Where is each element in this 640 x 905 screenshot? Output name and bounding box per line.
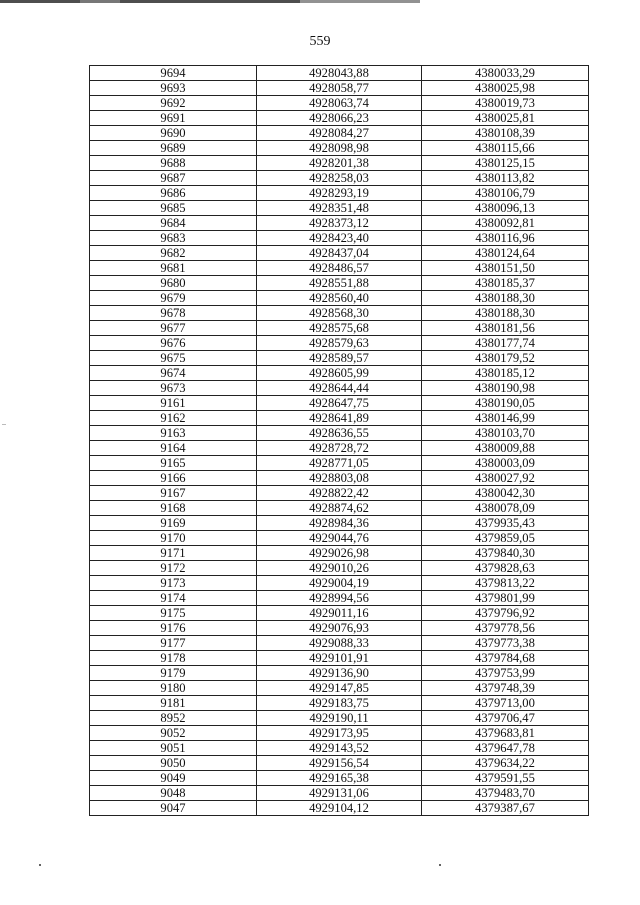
point-number-cell: 9165 xyxy=(90,456,257,471)
x-coordinate-cell: 4928373,12 xyxy=(257,216,422,231)
table-row xyxy=(90,591,589,606)
point-number-cell: 9162 xyxy=(90,411,257,426)
point-number-cell: 9686 xyxy=(90,186,257,201)
y-coordinate-cell: 4380096,13 xyxy=(422,201,589,216)
y-coordinate-cell: 4379935,43 xyxy=(422,516,589,531)
y-coordinate-cell: 4380188,30 xyxy=(422,306,589,321)
x-coordinate-cell: 4929156,54 xyxy=(257,756,422,771)
x-coordinate-cell: 4928423,40 xyxy=(257,231,422,246)
point-number-cell: 9176 xyxy=(90,621,257,636)
x-coordinate-cell: 4928575,68 xyxy=(257,321,422,336)
table-row xyxy=(90,441,589,456)
y-coordinate-cell: 4380185,37 xyxy=(422,276,589,291)
table-row xyxy=(90,516,589,531)
y-coordinate-cell: 4379591,55 xyxy=(422,771,589,786)
point-number-cell: 9684 xyxy=(90,216,257,231)
point-number-cell: 9690 xyxy=(90,126,257,141)
table-row xyxy=(90,321,589,336)
scan-speck-left xyxy=(39,864,41,866)
table-row xyxy=(90,801,589,816)
y-coordinate-cell: 4380106,79 xyxy=(422,186,589,201)
table-row xyxy=(90,696,589,711)
y-coordinate-cell: 4379634,22 xyxy=(422,756,589,771)
y-coordinate-cell: 4379683,81 xyxy=(422,726,589,741)
table-row xyxy=(90,276,589,291)
y-coordinate-cell: 4380190,05 xyxy=(422,396,589,411)
x-coordinate-cell: 4929131,06 xyxy=(257,786,422,801)
table-row xyxy=(90,711,589,726)
y-coordinate-cell: 4380027,92 xyxy=(422,471,589,486)
table-row xyxy=(90,561,589,576)
table-row xyxy=(90,546,589,561)
y-coordinate-cell: 4380181,56 xyxy=(422,321,589,336)
x-coordinate-cell: 4928098,98 xyxy=(257,141,422,156)
x-coordinate-cell: 4928560,40 xyxy=(257,291,422,306)
y-coordinate-cell: 4379647,78 xyxy=(422,741,589,756)
x-coordinate-cell: 4928437,04 xyxy=(257,246,422,261)
x-coordinate-cell: 4928063,74 xyxy=(257,96,422,111)
y-coordinate-cell: 4380025,98 xyxy=(422,81,589,96)
table-row xyxy=(90,366,589,381)
x-coordinate-cell: 4929143,52 xyxy=(257,741,422,756)
y-coordinate-cell: 4380009,88 xyxy=(422,441,589,456)
table-row xyxy=(90,291,589,306)
point-number-cell: 9675 xyxy=(90,351,257,366)
table-row xyxy=(90,81,589,96)
x-coordinate-cell: 4928066,23 xyxy=(257,111,422,126)
table-row xyxy=(90,456,589,471)
table-row xyxy=(90,726,589,741)
x-coordinate-cell: 4928258,03 xyxy=(257,171,422,186)
table-row xyxy=(90,171,589,186)
point-number-cell: 9167 xyxy=(90,486,257,501)
point-number-cell: 9691 xyxy=(90,111,257,126)
y-coordinate-cell: 4380115,66 xyxy=(422,141,589,156)
x-coordinate-cell: 4928728,72 xyxy=(257,441,422,456)
table-row xyxy=(90,606,589,621)
y-coordinate-cell: 4380124,64 xyxy=(422,246,589,261)
y-coordinate-cell: 4380025,81 xyxy=(422,111,589,126)
point-number-cell: 9180 xyxy=(90,681,257,696)
table-row xyxy=(90,756,589,771)
x-coordinate-cell: 4928201,38 xyxy=(257,156,422,171)
table-row xyxy=(90,231,589,246)
point-number-cell: 9679 xyxy=(90,291,257,306)
point-number-cell: 9689 xyxy=(90,141,257,156)
point-number-cell: 8952 xyxy=(90,711,257,726)
y-coordinate-cell: 4380078,09 xyxy=(422,501,589,516)
top-scan-rule xyxy=(0,0,460,3)
table-row xyxy=(90,471,589,486)
y-coordinate-cell: 4380177,74 xyxy=(422,336,589,351)
point-number-cell: 9687 xyxy=(90,171,257,186)
x-coordinate-cell: 4928644,44 xyxy=(257,381,422,396)
table-row xyxy=(90,651,589,666)
point-number-cell: 9168 xyxy=(90,501,257,516)
y-coordinate-cell: 4380108,39 xyxy=(422,126,589,141)
point-number-cell: 9682 xyxy=(90,246,257,261)
table-row xyxy=(90,381,589,396)
x-coordinate-cell: 4928874,62 xyxy=(257,501,422,516)
coordinates-table-body xyxy=(90,66,589,816)
y-coordinate-cell: 4379840,30 xyxy=(422,546,589,561)
point-number-cell: 9161 xyxy=(90,396,257,411)
y-coordinate-cell: 4380113,82 xyxy=(422,171,589,186)
y-coordinate-cell: 4379753,99 xyxy=(422,666,589,681)
table-row xyxy=(90,96,589,111)
y-coordinate-cell: 4379801,99 xyxy=(422,591,589,606)
table-row xyxy=(90,396,589,411)
x-coordinate-cell: 4928771,05 xyxy=(257,456,422,471)
y-coordinate-cell: 4380146,99 xyxy=(422,411,589,426)
x-coordinate-cell: 4928636,55 xyxy=(257,426,422,441)
page-number: 559 xyxy=(309,34,331,49)
coordinates-table xyxy=(89,65,589,816)
x-coordinate-cell: 4928058,77 xyxy=(257,81,422,96)
x-coordinate-cell: 4929173,95 xyxy=(257,726,422,741)
x-coordinate-cell: 4928351,48 xyxy=(257,201,422,216)
x-coordinate-cell: 4928822,42 xyxy=(257,486,422,501)
y-coordinate-cell: 4379813,22 xyxy=(422,576,589,591)
y-coordinate-cell: 4379387,67 xyxy=(422,801,589,816)
point-number-cell: 9694 xyxy=(90,66,257,81)
point-number-cell: 9166 xyxy=(90,471,257,486)
point-number-cell: 9680 xyxy=(90,276,257,291)
table-row xyxy=(90,681,589,696)
y-coordinate-cell: 4379483,70 xyxy=(422,786,589,801)
table-row xyxy=(90,66,589,81)
table-row xyxy=(90,261,589,276)
y-coordinate-cell: 4379713,00 xyxy=(422,696,589,711)
point-number-cell: 9171 xyxy=(90,546,257,561)
x-coordinate-cell: 4928647,75 xyxy=(257,396,422,411)
x-coordinate-cell: 4929190,11 xyxy=(257,711,422,726)
y-coordinate-cell: 4380033,29 xyxy=(422,66,589,81)
point-number-cell: 9683 xyxy=(90,231,257,246)
y-coordinate-cell: 4380179,52 xyxy=(422,351,589,366)
point-number-cell: 9181 xyxy=(90,696,257,711)
table-row xyxy=(90,501,589,516)
point-number-cell: 9693 xyxy=(90,81,257,96)
x-coordinate-cell: 4928984,36 xyxy=(257,516,422,531)
point-number-cell: 9052 xyxy=(90,726,257,741)
table-row xyxy=(90,351,589,366)
point-number-cell: 9050 xyxy=(90,756,257,771)
table-row xyxy=(90,621,589,636)
x-coordinate-cell: 4929165,38 xyxy=(257,771,422,786)
y-coordinate-cell: 4380125,15 xyxy=(422,156,589,171)
x-coordinate-cell: 4929101,91 xyxy=(257,651,422,666)
y-coordinate-cell: 4380116,96 xyxy=(422,231,589,246)
table-row xyxy=(90,246,589,261)
x-coordinate-cell: 4929147,85 xyxy=(257,681,422,696)
x-coordinate-cell: 4928579,63 xyxy=(257,336,422,351)
table-row xyxy=(90,771,589,786)
y-coordinate-cell: 4380003,09 xyxy=(422,456,589,471)
table-row xyxy=(90,576,589,591)
x-coordinate-cell: 4929010,26 xyxy=(257,561,422,576)
table-row xyxy=(90,336,589,351)
table-row xyxy=(90,531,589,546)
point-number-cell: 9685 xyxy=(90,201,257,216)
y-coordinate-cell: 4379748,39 xyxy=(422,681,589,696)
point-number-cell: 9169 xyxy=(90,516,257,531)
x-coordinate-cell: 4928293,19 xyxy=(257,186,422,201)
x-coordinate-cell: 4928486,57 xyxy=(257,261,422,276)
table-row xyxy=(90,666,589,681)
x-coordinate-cell: 4929088,33 xyxy=(257,636,422,651)
point-number-cell: 9674 xyxy=(90,366,257,381)
x-coordinate-cell: 4929004,19 xyxy=(257,576,422,591)
point-number-cell: 9172 xyxy=(90,561,257,576)
y-coordinate-cell: 4380103,70 xyxy=(422,426,589,441)
point-number-cell: 9173 xyxy=(90,576,257,591)
point-number-cell: 9179 xyxy=(90,666,257,681)
table-row xyxy=(90,141,589,156)
table-row xyxy=(90,426,589,441)
table-row xyxy=(90,306,589,321)
table-row xyxy=(90,741,589,756)
x-coordinate-cell: 4929026,98 xyxy=(257,546,422,561)
x-coordinate-cell: 4929076,93 xyxy=(257,621,422,636)
point-number-cell: 9692 xyxy=(90,96,257,111)
table-row xyxy=(90,111,589,126)
point-number-cell: 9677 xyxy=(90,321,257,336)
x-coordinate-cell: 4928803,08 xyxy=(257,471,422,486)
x-coordinate-cell: 4929011,16 xyxy=(257,606,422,621)
y-coordinate-cell: 4380190,98 xyxy=(422,381,589,396)
table-row xyxy=(90,126,589,141)
y-coordinate-cell: 4379796,92 xyxy=(422,606,589,621)
x-coordinate-cell: 4928641,89 xyxy=(257,411,422,426)
y-coordinate-cell: 4379828,63 xyxy=(422,561,589,576)
y-coordinate-cell: 4380042,30 xyxy=(422,486,589,501)
table-row xyxy=(90,216,589,231)
point-number-cell: 9673 xyxy=(90,381,257,396)
x-coordinate-cell: 4928551,88 xyxy=(257,276,422,291)
point-number-cell: 9164 xyxy=(90,441,257,456)
point-number-cell: 9175 xyxy=(90,606,257,621)
point-number-cell: 9178 xyxy=(90,651,257,666)
margin-mark xyxy=(2,424,6,425)
y-coordinate-cell: 4380151,50 xyxy=(422,261,589,276)
x-coordinate-cell: 4929044,76 xyxy=(257,531,422,546)
y-coordinate-cell: 4380188,30 xyxy=(422,291,589,306)
point-number-cell: 9174 xyxy=(90,591,257,606)
x-coordinate-cell: 4928568,30 xyxy=(257,306,422,321)
table-row xyxy=(90,486,589,501)
point-number-cell: 9048 xyxy=(90,786,257,801)
point-number-cell: 9688 xyxy=(90,156,257,171)
y-coordinate-cell: 4379784,68 xyxy=(422,651,589,666)
point-number-cell: 9681 xyxy=(90,261,257,276)
point-number-cell: 9676 xyxy=(90,336,257,351)
y-coordinate-cell: 4379706,47 xyxy=(422,711,589,726)
y-coordinate-cell: 4379778,56 xyxy=(422,621,589,636)
x-coordinate-cell: 4929183,75 xyxy=(257,696,422,711)
y-coordinate-cell: 4380092,81 xyxy=(422,216,589,231)
point-number-cell: 9170 xyxy=(90,531,257,546)
x-coordinate-cell: 4929104,12 xyxy=(257,801,422,816)
x-coordinate-cell: 4929136,90 xyxy=(257,666,422,681)
point-number-cell: 9049 xyxy=(90,771,257,786)
y-coordinate-cell: 4379773,38 xyxy=(422,636,589,651)
table-row xyxy=(90,201,589,216)
table-row xyxy=(90,786,589,801)
scan-speck-right xyxy=(439,864,441,866)
point-number-cell: 9047 xyxy=(90,801,257,816)
table-row xyxy=(90,411,589,426)
point-number-cell: 9177 xyxy=(90,636,257,651)
x-coordinate-cell: 4928084,27 xyxy=(257,126,422,141)
point-number-cell: 9051 xyxy=(90,741,257,756)
table-row xyxy=(90,156,589,171)
point-number-cell: 9678 xyxy=(90,306,257,321)
x-coordinate-cell: 4928043,88 xyxy=(257,66,422,81)
y-coordinate-cell: 4380185,12 xyxy=(422,366,589,381)
x-coordinate-cell: 4928605,99 xyxy=(257,366,422,381)
point-number-cell: 9163 xyxy=(90,426,257,441)
x-coordinate-cell: 4928589,57 xyxy=(257,351,422,366)
y-coordinate-cell: 4379859,05 xyxy=(422,531,589,546)
x-coordinate-cell: 4928994,56 xyxy=(257,591,422,606)
table-row xyxy=(90,636,589,651)
table-row xyxy=(90,186,589,201)
y-coordinate-cell: 4380019,73 xyxy=(422,96,589,111)
